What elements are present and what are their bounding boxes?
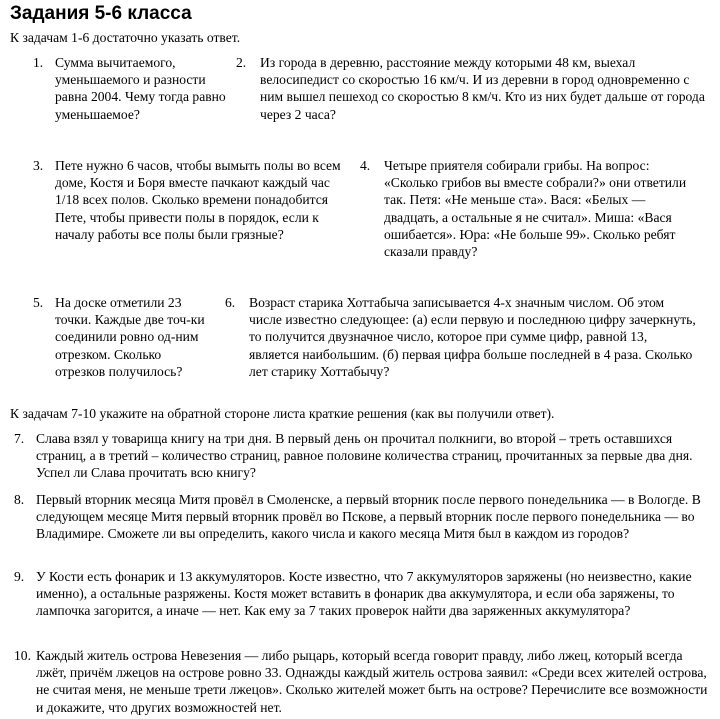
task-number: 6. [225, 295, 236, 310]
task-text: Возраст старика Хоттабыча записывается 4-х значным числом. Об этом числе известно следующее: (а) если первую и последнюю цифру зачеркнуть, то получится двузначное число, которое при сумме цифр, равной 13, является наибольшим. (б) первая цифра больше последней в 4 раза. Сколько лет старику Хоттабычу? [249, 295, 696, 379]
task-number: 7. [14, 431, 25, 446]
task-number: 9. [14, 569, 25, 584]
task-number: 4. [360, 158, 371, 173]
task-number: 10. [14, 648, 31, 663]
task-text: Четыре приятеля собирали грибы. На вопрос: «Сколько грибов вы вместе собрали?» они ответили так. Петя: «Не меньше ста». Вася: «Белых — двадцать, а остальные я не считал». Миша: «Вася ошибается». Юра: «Не больше 99». Сколько ребят сказали правду? [384, 158, 687, 260]
task-text: Сумма вычитаемого, уменьшаемого и разности равна 2004. Чему тогда равно уменьшаемое? [55, 55, 226, 122]
task-text: На доске отметили 23 точки. Каждые две точ-ки соединили ровно од-ним отрезком. Сколько отрезков получилось? [55, 295, 205, 379]
task-text: Первый вторник месяца Митя провёл в Смоленске, а первый вторник после первого понедельника — в Вологде. В следующем месяце Митя первый вторник провёл во Пскове, а первый вторник после первого понедельника — во Владимире. Сможете ли вы определить, какого числа и какого месяца Митя был в каждом из городов? [36, 492, 701, 542]
task-number: 1. [33, 55, 44, 70]
task-number: 8. [14, 492, 25, 507]
task-number: 2. [236, 55, 247, 70]
intro-short-answer: К задачам 1-6 достаточно указать ответ. [10, 30, 241, 45]
task-text: Каждый житель острова Невезения — либо рыцарь, который всегда говорит правду, либо лжец, который всегда лжёт, причём лжецов на острове ровно 33. Однажды каждый житель острова заявил: «Среди всех жителей острова, не считая меня, не меньше трети лжецов». Сколько жителей может быть на острове? Перечислите все возможности и докажите, что других возможностей нет. [36, 648, 708, 715]
intro-with-solutions: К задачам 7-10 укажите на обратной стороне листа краткие решения (как вы получили ответ). [10, 406, 555, 421]
page-title: Задания 5-6 класса [10, 3, 192, 24]
task-text: Из города в деревню, расстояние между которыми 48 км, выехал велосипедист со скоростью 16 км/ч. И из деревни в город одновременно с ним вышел пешеход со скоростью 8 км/ч. Кто из них будет дальше от города через 2 часа? [260, 55, 705, 122]
task-text: Слава взял у товарища книгу на три дня. В первый день он прочитал полкниги, во второй – треть оставшихся страниц, а в третий – количество страниц, равное половине количества страниц, прочитанных за первые два дня. Успел ли Слава прочитать всю книгу? [36, 431, 693, 481]
task-text: У Кости есть фонарик и 13 аккумуляторов. Косте известно, что 7 аккумуляторов заряжены (но неизвестно, какие именно), а остальные разряжены. Костя может вставить в фонарик два аккумулятора, и если оба заряжены, то лампочка загорится, а иначе — нет. Как ему за 7 таких проверок найти два заряженных аккумулятора? [36, 569, 692, 619]
task-text: Пете нужно 6 часов, чтобы вымыть полы во всем доме, Костя и Боря вместе пачкают каждый час 1/18 всех полов. Сколько времени понадобится Пете, чтобы привести полы в порядок, если к началу работы все полы были грязные? [55, 158, 341, 242]
task-number: 5. [33, 295, 44, 310]
task-number: 3. [33, 158, 44, 173]
